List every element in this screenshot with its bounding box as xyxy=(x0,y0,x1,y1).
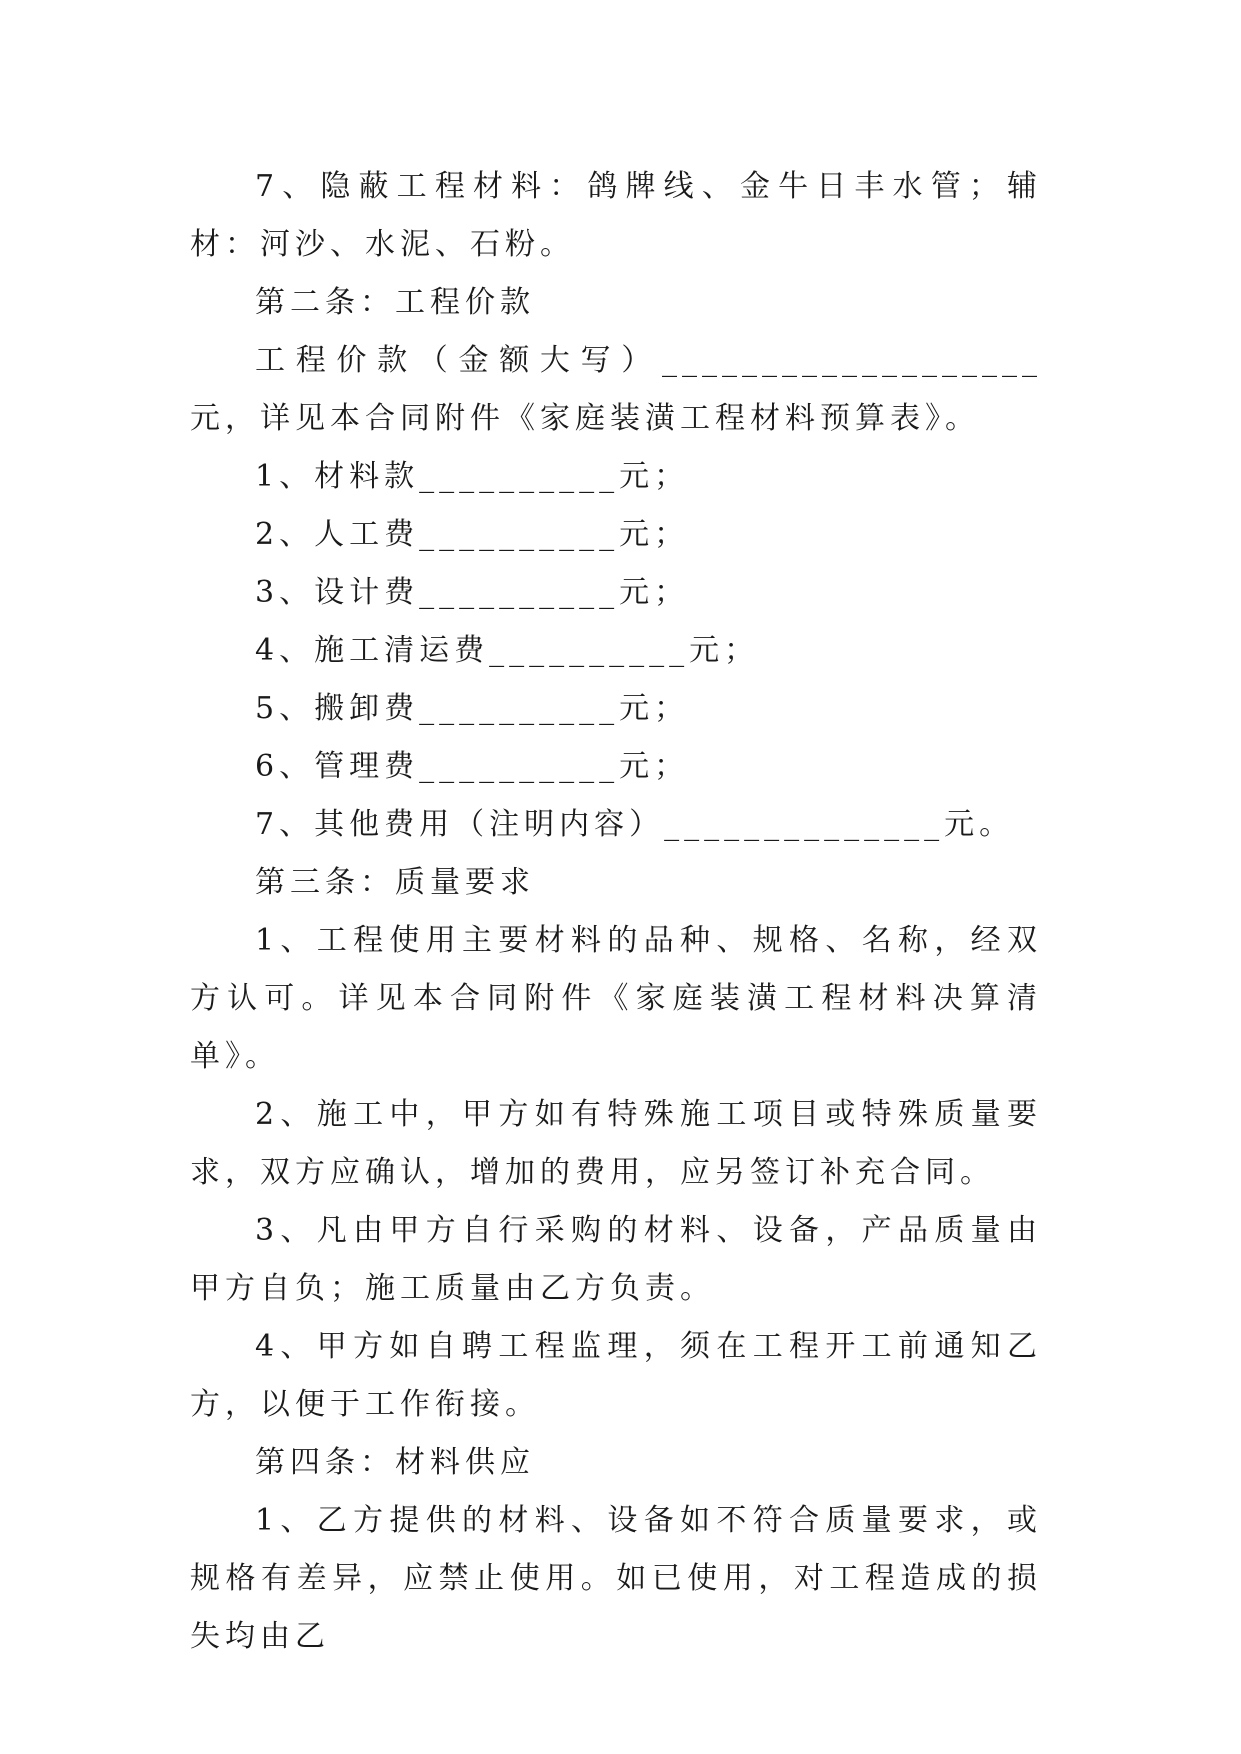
price-item-design: 3、设计费__________元； xyxy=(255,575,690,610)
quality-clause-2: 2、施工中，甲方如有特殊施工项目或特殊质量要求，双方应确认，增加的费用，应另签订补充合同。 xyxy=(190,1097,1042,1190)
price-item-management: 6、管理费__________元； xyxy=(255,749,690,784)
price-item-labor: 2、人工费__________元； xyxy=(255,517,690,552)
price-item-cleanup: 4、施工清运费__________元； xyxy=(255,633,760,668)
article-4-heading: 第四条：材料供应 xyxy=(255,1445,535,1480)
quality-clause-4: 4、甲方如自聘工程监理，须在工程开工前通知乙方，以便于工作衔接。 xyxy=(190,1329,1042,1422)
quality-clause-1: 1、工程使用主要材料的品种、规格、名称，经双方认可。详见本合同附件《家庭装潢工程材料决算清单》。 xyxy=(190,923,1042,1074)
price-item-materials: 1、材料款__________元； xyxy=(255,459,690,494)
quality-clause-3: 3、凡由甲方自行采购的材料、设备，产品质量由甲方自负；施工质量由乙方负责。 xyxy=(190,1213,1042,1306)
article-2-heading: 第二条：工程价款 xyxy=(255,285,535,320)
supply-clause-1: 1、乙方提供的材料、设备如不符合质量要求，或规格有差异，应禁止使用。如已使用，对工程造成的损失均由乙 xyxy=(190,1503,1042,1654)
article-3-heading: 第三条：质量要求 xyxy=(255,865,535,900)
project-price-total: 工程价款（金额大写）___________________元，详见本合同附件《家庭装潢工程材料预算表》。 xyxy=(190,343,1042,436)
price-item-other: 7、其他费用（注明内容）______________元。 xyxy=(255,807,1015,842)
price-item-handling: 5、搬卸费__________元； xyxy=(255,691,690,726)
document-body xyxy=(190,158,1042,1666)
clause-7-concealed-materials: 7、隐蔽工程材料：鸽牌线、金牛日丰水管；辅材：河沙、水泥、石粉。 xyxy=(190,169,1042,262)
